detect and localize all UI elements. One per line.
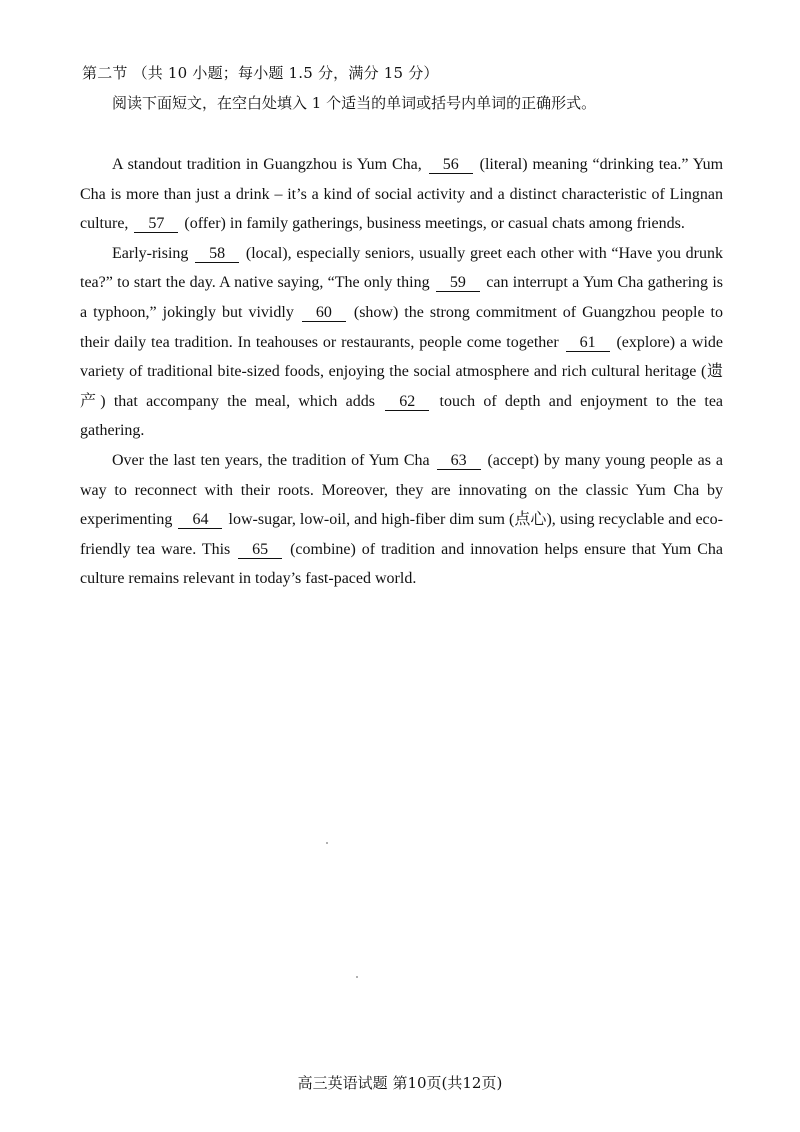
blank-61[interactable]: 61 (566, 334, 610, 352)
scan-speck (356, 976, 358, 978)
blank-62[interactable]: 62 (385, 393, 429, 411)
text-segment: can interrupt a Yum Cha gathering is a typhoon,” jokingly but vividly (80, 274, 724, 321)
text-segment: (combine) of tradition and innovation helps ensure that Yum Cha culture remains relevant in today’s fast-paced world. (80, 540, 723, 588)
text-segment: (literal) meaning “drinking tea.” Yum Cha is more than just a drink – it’s a kind of social activity and a distinct characteristic of Lingnan culture, (80, 156, 724, 233)
page-footer: 高三英语试题 第10页(共12页) (297, 1074, 503, 1092)
blank-56[interactable]: 56 (429, 156, 473, 174)
paragraph-3 (80, 446, 723, 594)
paragraph-1 (80, 150, 723, 239)
blank-60[interactable]: 60 (302, 304, 346, 322)
text-segment: (explore) a wide variety of traditional bite-sized foods, enjoying the social atmosphere and rich cultural heritage (遗产) that accompany the meal, which adds (80, 333, 724, 410)
blank-59[interactable]: 59 (436, 274, 480, 292)
scan-speck (326, 842, 328, 844)
paragraph-2 (80, 239, 723, 446)
text-segment: Early-rising (112, 244, 189, 262)
blank-57[interactable]: 57 (134, 215, 178, 233)
blank-58[interactable]: 58 (195, 245, 239, 263)
blank-65[interactable]: 65 (238, 541, 282, 559)
section-instruction: 阅读下面短文，在空白处填入 1 个适当的单词或括号内单词的正确形式。 (112, 94, 597, 112)
text-segment: (offer) in family gatherings, business meetings, or casual chats among friends. (184, 215, 685, 233)
text-segment: A standout tradition in Guangzhou is Yum Cha, (112, 156, 422, 173)
text-segment: (local), especially seniors, usually greet each other with “Have you drunk tea?” to start the day. A native saying, “The only thing (80, 244, 724, 292)
text-segment: touch of depth and enjoyment to the tea gathering. (80, 392, 724, 440)
blank-64[interactable]: 64 (178, 511, 222, 529)
text-segment: (accept) by many young people as a way to reconnect with their roots. Moreover, they are innovating on the classic Yum Cha by experimenting (80, 451, 724, 529)
blank-63[interactable]: 63 (437, 452, 481, 470)
section-title: 第二节 （共 10 小题；每小题 1.5 分，满分 15 分） (82, 64, 439, 82)
passage (80, 150, 723, 594)
text-segment: (show) the strong commitment of Guangzhou people to their daily tea tradition. In teahouses or restaurants, people come together (80, 303, 723, 351)
text-segment: Over the last ten years, the tradition of Yum Cha (112, 451, 430, 469)
text-segment: low-sugar, low-oil, and high-fiber dim sum (点心), using recyclable and eco-friendly tea ware. This (80, 511, 723, 558)
